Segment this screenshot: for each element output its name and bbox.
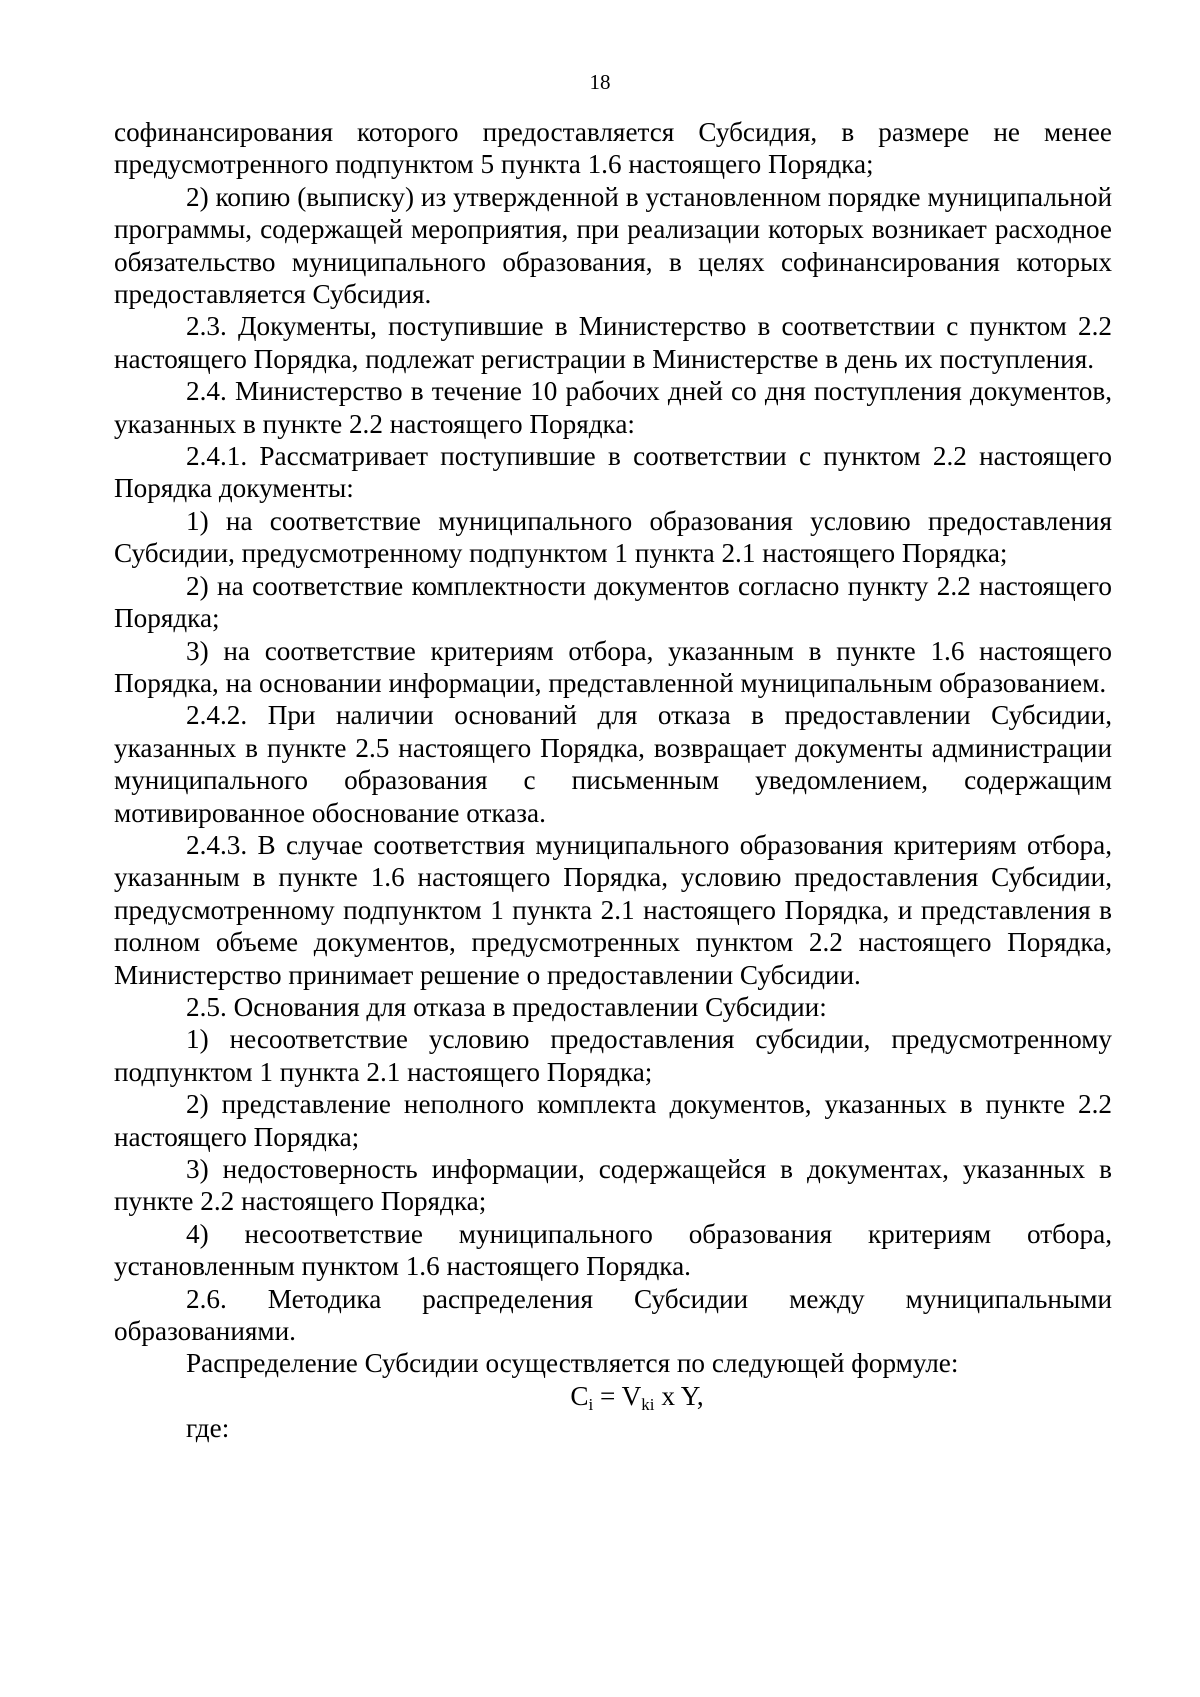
- paragraph: 2.4. Министерство в течение 10 рабочих дней со дня поступления документов, указанных в пункте 2.2 настоящего Порядка:: [114, 376, 1112, 439]
- paragraph: 3) недостоверность информации, содержащейся в документах, указанных в пункте 2.2 настоящего Порядка;: [114, 1154, 1112, 1217]
- paragraph: Распределение Субсидии осуществляется по следующей формуле:: [186, 1348, 959, 1379]
- formula-lhs-subscript: i: [588, 1394, 594, 1414]
- formula-rhs-variable: V: [621, 1380, 642, 1411]
- formula-rest: x Y,: [654, 1380, 704, 1411]
- paragraph: 2.4.1. Рассматривает поступившие в соответствии с пунктом 2.2 настоящего Порядка документы:: [114, 441, 1112, 504]
- formula-rhs-subscript: ki: [641, 1394, 655, 1414]
- paragraph: 2.6. Методика распределения Субсидии между муниципальными образованиями.: [114, 1283, 1112, 1347]
- formula-equals: =: [593, 1380, 622, 1411]
- paragraph: 2.4.2. При наличии оснований для отказа в предоставлении Субсидии, указанных в пункте 2.5 настоящего Порядка, возвращает документы администрации муниципального образования с письменным уведомлением, содержащим мотивированное обоснование отказа.: [114, 700, 1112, 828]
- paragraph: 2) на соответствие комплектности документов согласно пункту 2.2 настоящего Порядка;: [114, 570, 1112, 634]
- paragraph: 4) несоответствие муниципального образования критериям отбора, установленным пунктом 1.6 настоящего Порядка.: [114, 1218, 1112, 1282]
- paragraph: 3) на соответствие критериям отбора, указанным в пункте 1.6 настоящего Порядка, на основании информации, представленной муниципальным образованием.: [114, 635, 1112, 698]
- paragraph: 2) представление неполного комплекта документов, указанных в пункте 2.2 настоящего Порядка;: [114, 1089, 1112, 1152]
- paragraph: 2.5. Основания для отказа в предоставлении Субсидии:: [186, 991, 827, 1022]
- paragraph: 1) несоответствие условию предоставления субсидии, предусмотренному подпунктом 1 пункта 2.1 настоящего Порядка;: [114, 1024, 1112, 1087]
- paragraph: 2.4.3. В случае соответствия муниципального образования критериям отбора, указанным в пункте 1.6 настоящего Порядка, условию предоставления Субсидии, предусмотренному подпунктом 1 пункта 2.1 настоящего Порядка, и представления в полном объеме документов, предусмотренных пунктом 2.2 настоящего Порядка, Министерство принимает решение о предоставлении Субсидии.: [114, 829, 1112, 990]
- where-label: где:: [186, 1413, 230, 1444]
- page-number: 18: [589, 70, 611, 94]
- formula-lhs: C: [570, 1380, 589, 1411]
- document-body: [114, 116, 1112, 1445]
- distribution-formula: [114, 1380, 1112, 1412]
- paragraph: 2) копию (выписку) из утвержденной в установленном порядке муниципальной программы, содержащей мероприятия, при реализации которых возникает расходное обязательство муниципального образования, в целях софинансирования которых предоставляется Субсидия.: [114, 181, 1112, 310]
- paragraph: 2.3. Документы, поступившие в Министерство в соответствии с пунктом 2.2 настоящего Порядка, подлежат регистрации в Министерстве в день их поступления.: [114, 311, 1112, 374]
- paragraph: софинансирования которого предоставляется Субсидия, в размере не менее предусмотренного подпунктом 5 пункта 1.6 настоящего Порядка;: [114, 117, 1112, 180]
- paragraph: 1) на соответствие муниципального образования условию предоставления Субсидии, предусмотренному подпунктом 1 пункта 2.1 настоящего Порядка;: [114, 505, 1112, 569]
